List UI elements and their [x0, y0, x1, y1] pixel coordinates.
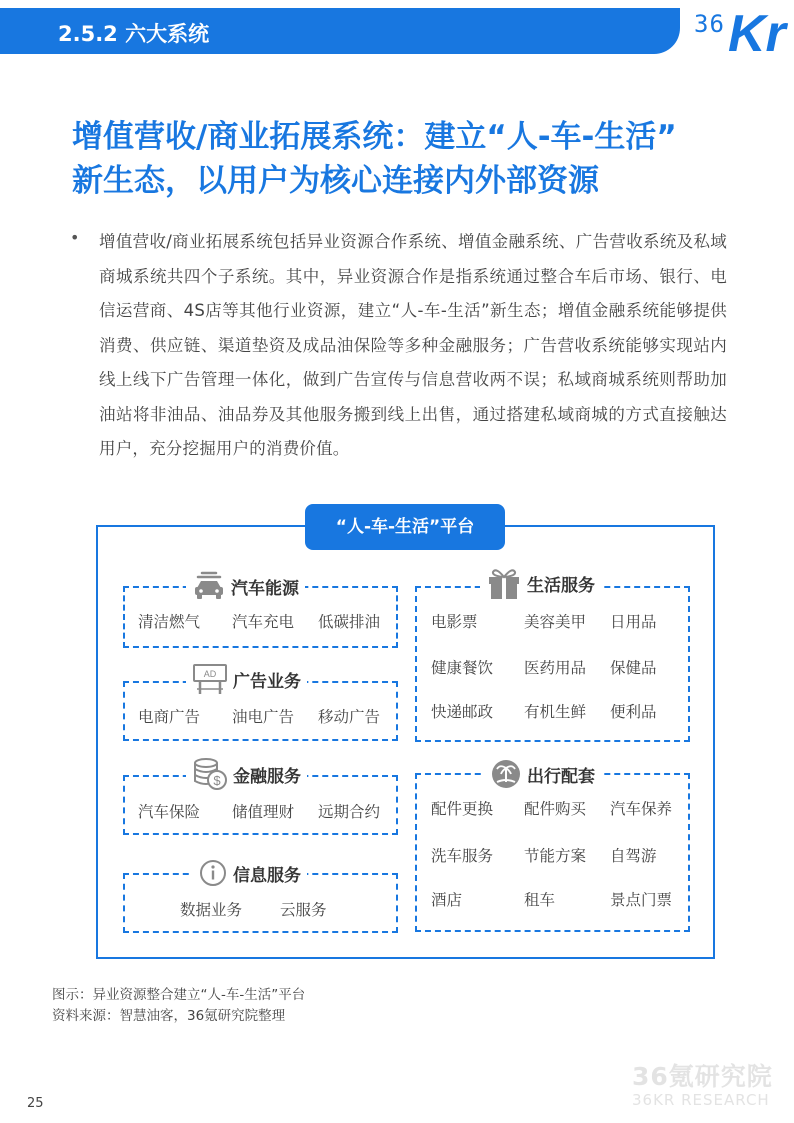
section-title: 2.5.2 六大系统 [58, 22, 210, 46]
group-finance-header [186, 757, 307, 791]
island-icon [490, 758, 522, 790]
page-number: 25 [27, 1096, 44, 1111]
group-finance-name: 金融服务 [233, 766, 301, 787]
watermark-en: 36KR RESEARCH [632, 1091, 770, 1109]
svg-text:$: $ [213, 773, 221, 788]
svg-text:AD: AD [203, 669, 217, 679]
auto-energy-item: 汽车充电 [232, 613, 295, 631]
travel-item: 租车 [524, 891, 556, 909]
finance-item: 汽车保险 [138, 803, 201, 821]
group-info-header [192, 856, 307, 890]
car-icon [192, 571, 226, 601]
figure-caption [52, 985, 305, 1027]
finance-item: 远期合约 [318, 803, 381, 821]
travel-item: 节能方案 [524, 847, 587, 865]
travel-item: 汽车保养 [610, 800, 673, 818]
watermark-cn: 36氪研究院 [632, 1062, 773, 1091]
travel-item: 酒店 [431, 891, 463, 909]
watermark [632, 1057, 773, 1109]
finance-item: 储值理财 [232, 803, 295, 821]
body-paragraph: 增值营收/商业拓展系统包括异业资源合作系统、增值金融系统、广告营收系统及私域商城系统共四个子系统。其中，异业资源合作是指系统通过整合车后市场、银行、电信运营商、4S店等其他行业资源，建立“人-车-生活”新生态；增值金融系统能够提供消费、供应链、渠道垫资及成品油保险等多种金融服务；广告营收系统能够实现站内线上线下广告管理一体化，做到广告宣传与信息营收两不误；私域商城系统则帮助加油站将非油品、油品券及其他服务搬到线上出售，通过搭建私域商城的方式直接触达用户，充分挖掘用户的消费价值。 [99, 232, 727, 458]
group-advertising-name: 广告业务 [233, 671, 301, 692]
logo-number: 36 [694, 10, 725, 38]
advertising-item: 移动广告 [318, 708, 381, 726]
page-headline [72, 115, 752, 203]
info-item: 云服务 [280, 901, 327, 919]
group-life-services-header [480, 566, 601, 600]
auto-energy-item: 低碳排油 [318, 613, 381, 631]
travel-item: 洗车服务 [431, 847, 494, 865]
life-item: 保健品 [610, 659, 657, 677]
travel-item: 配件购买 [524, 800, 587, 818]
auto-energy-item: 清洁燃气 [138, 613, 201, 631]
coins-icon [192, 757, 228, 791]
life-item: 有机生鲜 [524, 703, 587, 721]
gift-icon [486, 565, 522, 601]
life-item: 美容美甲 [524, 613, 587, 631]
caption-source: 资料来源：智慧油客，36氪研究院整理 [52, 1008, 286, 1024]
platform-diagram-title: “人-车-生活”平台 [305, 504, 505, 550]
logo-kr: Kr [728, 5, 786, 63]
travel-item: 自驾游 [610, 847, 657, 865]
billboard-icon [192, 663, 228, 695]
caption-figure-note: 图示：异业资源整合建立“人-车-生活”平台 [52, 987, 306, 1003]
travel-item: 景点门票 [610, 891, 673, 909]
life-item: 快递邮政 [431, 703, 494, 721]
advertising-item: 电商广告 [138, 708, 201, 726]
life-item: 健康餐饮 [431, 659, 494, 677]
advertising-item: 油电广告 [232, 708, 295, 726]
group-auto-energy-header [186, 569, 305, 603]
group-life-services-name: 生活服务 [527, 575, 595, 596]
info-item: 数据业务 [180, 901, 243, 919]
group-auto-energy-name: 汽车能源 [231, 578, 299, 599]
group-info-name: 信息服务 [233, 865, 301, 886]
headline-line-1: 增值营收/商业拓展系统：建立“人-车-生活” [72, 119, 677, 155]
life-item: 医药用品 [524, 659, 587, 677]
headline-line-2: 新生态，以用户为核心连接内外部资源 [72, 163, 599, 199]
bullet-point: • [70, 228, 80, 247]
life-item: 日用品 [610, 613, 657, 631]
travel-item: 配件更换 [431, 800, 494, 818]
group-advertising-header [186, 662, 307, 696]
life-item: 电影票 [431, 613, 478, 631]
life-item: 便利品 [610, 703, 657, 721]
info-icon [198, 858, 228, 888]
group-travel-name: 出行配套 [527, 766, 595, 787]
36kr-logo [692, 5, 794, 63]
group-travel-header [484, 757, 601, 791]
